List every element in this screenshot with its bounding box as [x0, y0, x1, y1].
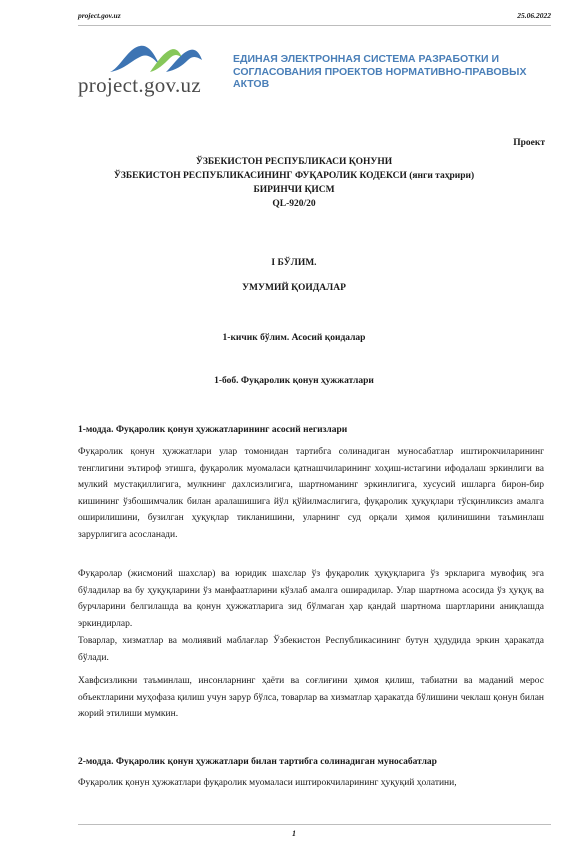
chapter-title: 1-боб. Фуқаролик қонун ҳужжатлари: [214, 376, 374, 386]
article-1-paragraph-3: Товарлар, хизматлар ва молиявий маблағлар Ўзбекистон Республикасининг бутун ҳудудида эркин ҳаракатда бўлади.: [78, 636, 544, 663]
mountains-logo-icon: [110, 42, 202, 72]
article-1-paragraph-4: Хавфсизликни таъминлаш, инсонларнинг ҳаёти ва соғлиғини ҳимоя қилиш, табиатни ва маданий мерос объектларини муҳофаза қилиш учун зарур бўлса, товарлар ва хизматлар ҳаракатда бўлишини чеклаш қонун билан жорий этилиши мумкин.: [78, 676, 544, 720]
title-line-3: БИРИНЧИ ҚИСМ: [253, 185, 335, 195]
draft-label: Проект: [513, 138, 545, 148]
article-1-heading: 1-модда. Фуқаролик қонун ҳужжатларининг асосий негизлари: [78, 425, 348, 435]
page-footer-rule: [78, 824, 551, 825]
page-number: 1: [292, 829, 296, 838]
site-logo: [78, 42, 228, 104]
subsection-title: 1-кичик бўлим. Асосий қоидалар: [222, 333, 366, 343]
article-2-heading: 2-модда. Фуқаролик қонун ҳужжатлари билан тартибга солинадиган муносабатлар: [78, 757, 437, 767]
section-number: I БЎЛИМ.: [271, 258, 317, 268]
article-1-paragraph-1: Фуқаролик қонун ҳужжатлари улар томонидан тартибга солинадиган муносабатлар иштирокчиларининг тенглигини эътироф этишга, фуқаролик муомаласи қатнашчиларининг хоҳиш-истагини ифодалаш эркинлиги ва мулкий мустақиллигига, мулкнинг дахлсизлигига, шартноманинг эркинлигига, хусусий ишларга бирон-бир кишининг ўзбошимчалик билан аралашишига йўл қўйилмаслигига, фуқаролик ҳуқуқлари тўсқинликсиз амалга оширилишини, бузилган ҳуқуқлар тикланишини, уларнинг суд орқали ҳимоя қилинишини таъминлаш зарурлигига асосланади.: [78, 447, 544, 540]
title-line-1: ЎЗБЕКИСТОН РЕСПУБЛИКАСИ ҚОНУНИ: [195, 157, 393, 167]
logo-text: project.gov.uz: [78, 73, 201, 97]
header-date: 25.06.2022: [517, 11, 551, 20]
page-header: [78, 11, 551, 26]
title-line-4: QL-920/20: [272, 199, 316, 209]
article-1-paragraph-2: Фуқаролар (жисмоний шахслар) ва юридик шахслар ўз фуқаролик ҳуқуқларига ўз эркларига мувофиқ эга бўладилар ва бу ҳуқуқларини ўз манфаатларини кўзлаб амалга оширадилар. Улар шартнома асосида ўз ҳуқуқ ва бурчларини белгилашда ва қонун ҳужжатларига зид бўлмаган ҳар қандай шартнома шартларини аниқлашда эркиндирлар.: [78, 569, 544, 629]
header-site: project.gov.uz: [78, 11, 121, 20]
article-2-paragraph-1: Фуқаролик қонун ҳужжатлари фуқаролик муомаласи иштирокчиларининг ҳуқуқий ҳолатини,: [78, 778, 457, 788]
organization-name: ЕДИНАЯ ЭЛЕКТРОННАЯ СИСТЕМА РАЗРАБОТКИ И СОГЛАСОВАНИЯ ПРОЕКТОВ НОРМАТИВНО-ПРАВОВЫХ АКТОВ: [233, 53, 527, 90]
section-name: УМУМИЙ ҚОИДАЛАР: [242, 283, 346, 293]
title-line-2: ЎЗБЕКИСТОН РЕСПУБЛИКАСИНИНГ ФУҚАРОЛИК КОДЕКСИ (янги таҳрири): [113, 171, 475, 181]
